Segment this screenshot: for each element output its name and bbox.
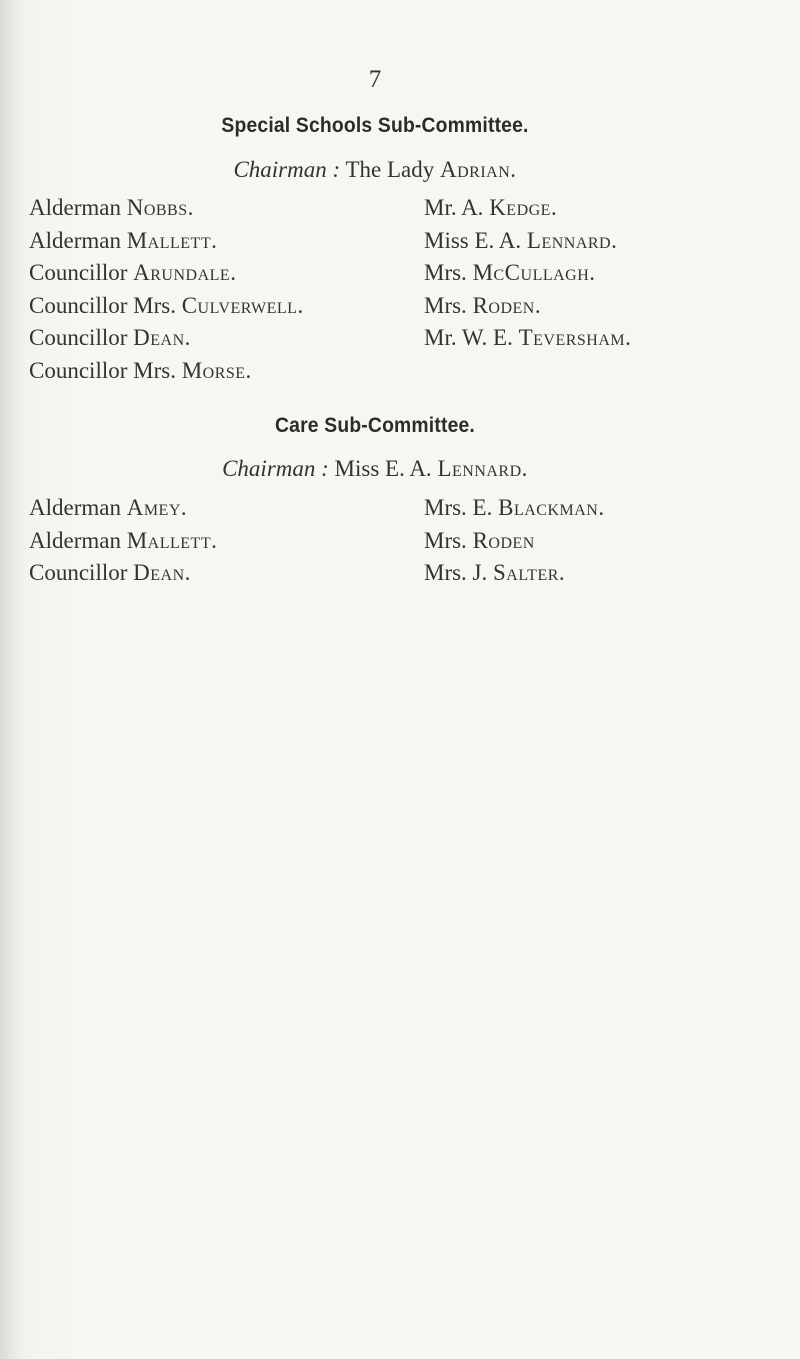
member-title: Alderman [29,195,121,220]
page-binding-edge [0,0,22,1359]
member-title: Mr. W. E. [424,325,513,350]
care-left-members [29,492,217,590]
member-entry [424,225,631,258]
member-entry [424,192,631,225]
member-name: Salter. [493,560,566,585]
member-title: Mrs. E. [424,495,493,520]
member-title: Councillor [29,560,128,585]
member-name: Roden [472,527,535,553]
care-chairman-line [0,456,750,482]
member-title: Alderman [29,495,121,520]
chairman-name-prefix: The Lady [345,157,435,182]
member-name: Morse. [181,357,252,383]
member-entry [424,557,605,590]
member-name: Teversham. [518,325,632,350]
member-title: Alderman [29,527,121,553]
special-schools-right-members [424,192,631,355]
member-name: Mallett. [126,527,218,553]
chairman-name: Adrian. [440,157,517,182]
member-name: Lennard. [526,227,618,253]
member-name: Kedge. [489,195,558,220]
member-title: Councillor Mrs. [29,357,176,383]
member-name: Dean. [133,560,191,585]
member-name: Arundale. [133,260,237,285]
chairman-name: Lennard. [437,456,528,481]
member-title: Mrs. [424,292,467,318]
member-name: Dean. [133,325,191,350]
care-right-members [424,492,605,590]
care-heading: Care Sub-Committee. [275,414,475,437]
member-title: Councillor [29,260,128,285]
member-entry [29,192,304,225]
special-schools-left-members [29,192,304,387]
page-number: 7 [368,66,382,93]
member-name: Nobbs. [126,195,194,220]
member-name: Culverwell. [181,292,304,318]
member-name: Roden. [472,292,542,318]
member-name: Mallett. [126,227,218,253]
member-title: Miss E. A. [424,227,522,253]
member-entry [29,557,217,590]
member-entry [29,355,304,388]
member-entry [29,322,304,355]
member-entry [424,290,631,323]
chairman-label: Chairman : [233,157,341,182]
member-name: Blackman. [498,495,605,520]
member-entry [29,525,217,558]
member-name: McCullagh. [472,260,596,285]
special-schools-heading: Special Schools Sub-Committee. [221,114,529,137]
member-entry [29,492,217,525]
member-title: Councillor [29,325,128,350]
chairman-name-prefix: Miss E. A. [334,456,432,481]
member-title: Alderman [29,227,121,253]
member-title: Mrs. [424,527,467,553]
member-entry [424,257,631,290]
member-entry [424,525,605,558]
chairman-label: Chairman : [222,456,329,481]
member-title: Mrs. [424,260,467,285]
member-title: Mr. A. [424,195,484,220]
member-name: Amey. [126,495,188,520]
member-entry [29,290,304,323]
member-title: Mrs. J. [424,560,488,585]
member-entry [424,322,631,355]
member-entry [29,225,304,258]
member-entry [29,257,304,290]
member-entry [424,492,605,525]
member-title: Councillor Mrs. [29,292,176,318]
special-schools-chairman-line [0,157,750,183]
